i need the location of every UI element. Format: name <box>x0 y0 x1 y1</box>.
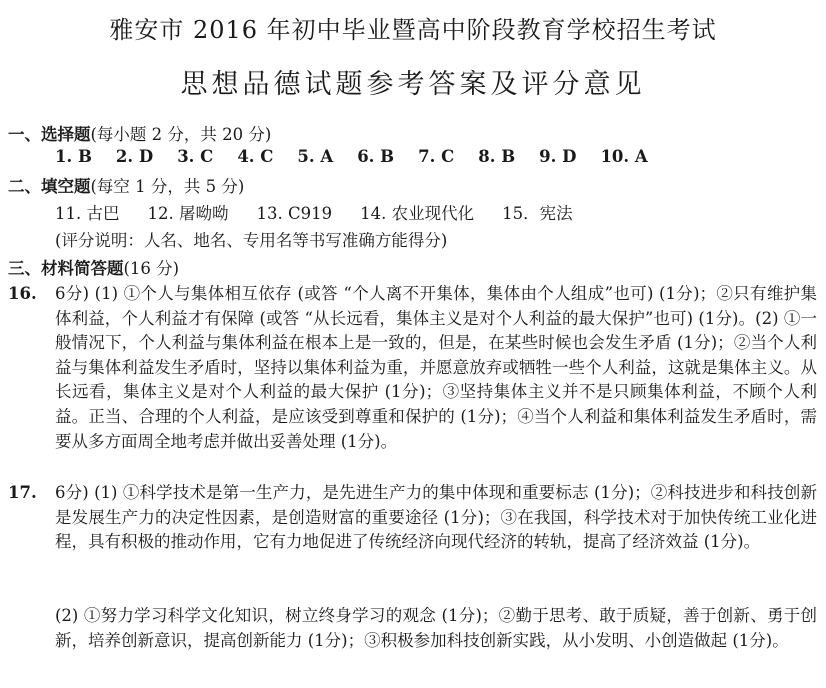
section-1-note: (每小题 2 分，共 20 分) <box>90 125 272 144</box>
fill-answer: 11. 古巴 <box>55 204 120 223</box>
section-2-note: (每空 1 分，共 5 分) <box>90 177 245 196</box>
section-3-note: (16 分) <box>123 259 180 278</box>
section-2-heading <box>8 173 244 197</box>
section-3-heading <box>8 255 179 279</box>
mc-answer: 8. B <box>478 147 516 166</box>
section-3-label: 三、材料简答题 <box>8 259 124 278</box>
mc-answer: 9. D <box>539 147 577 166</box>
question-17-answer-part-2: (2) ①努力学习科学文化知识，树立终身学习的观念 (1分)；②勤于思考、敢于质疑，善于创新、勇于创新，培养创新意识，提高创新能力 (1分)；③积极参加科技创新实践，从小发明、小创造做起 (1分)。 <box>55 606 817 650</box>
document-title: 雅安市 2016 年初中毕业暨高中阶段教育学校招生考试 <box>109 16 717 44</box>
mc-answer: 10. A <box>600 147 648 166</box>
mc-answer: 2. D <box>115 147 154 166</box>
fill-scoring-note: (评分说明：人名、地名、专用名等书写准确方能得分) <box>55 231 448 250</box>
section-1-label: 一、选择题 <box>8 125 91 144</box>
question-16-answer: 6分) (1) ①个人与集体相互依存 (或答 “个人离不开集体，集体由个人组成”也可) (1分)；②只有维护集体利益，个人利益才有保障 (或答 “从长远看，集体主义是对个人利益的最大保护”也可) (1分)。(2) ①一般情况下，个人利益与集体利益在根本上是一致的，但是，在某些时候也会发生矛盾 (1分)；②当个人利益与集体利益发生矛盾时，坚持以集体利益为重，并愿意放弃或牺牲一些个人利益，这就是集体主义。从长远看，集体主义是对个人利益的最大保护 (1分)；③坚持集体主义并不是只顾集体利益，不顾个人利益。正当、合理的个人利益，是应该受到尊重和保护的 (1分)；④当个人利益和集体利益发生矛盾时，需要从多方面周全地考虑并做出妥善处理 (1分)。 <box>55 284 817 451</box>
mc-answer: 3. C <box>177 147 214 166</box>
mc-answer: 5. A <box>297 147 334 166</box>
section-2-label: 二、填空题 <box>8 177 91 196</box>
mc-answer: 4. C <box>237 147 274 166</box>
mc-answer: 1. B <box>55 147 92 166</box>
fill-answer: 13. C919 <box>256 204 333 223</box>
fill-answer: 15．宪法 <box>502 204 573 223</box>
mc-answer: 6. B <box>357 147 395 166</box>
mc-answer-row <box>55 147 648 166</box>
question-17-number: 17. <box>8 483 37 502</box>
question-17-answer-part-1: 6分) (1) ①科学技术是第一生产力，是先进生产力的集中体现和重要标志 (1分)；②科技进步和科技创新是发展生产力的决定性因素，是创造财富的重要途径 (1分)；③在我国，科学技术对于加快传统工业化进程，具有积极的推动作用，它有力地促进了传统经济向现代经济的转轨，提高了经济效益 (1分)。 <box>55 483 817 552</box>
document-subtitle: 思想品德试题参考答案及评分意见 <box>180 69 646 100</box>
fill-answer: 12. 屠呦呦 <box>147 204 229 223</box>
fill-answer-row <box>55 200 601 224</box>
mc-answer: 7. C <box>418 147 455 166</box>
section-1-heading <box>8 121 271 145</box>
fill-answer: 14. 农业现代化 <box>360 204 475 223</box>
question-16-number: 16. <box>8 284 37 303</box>
